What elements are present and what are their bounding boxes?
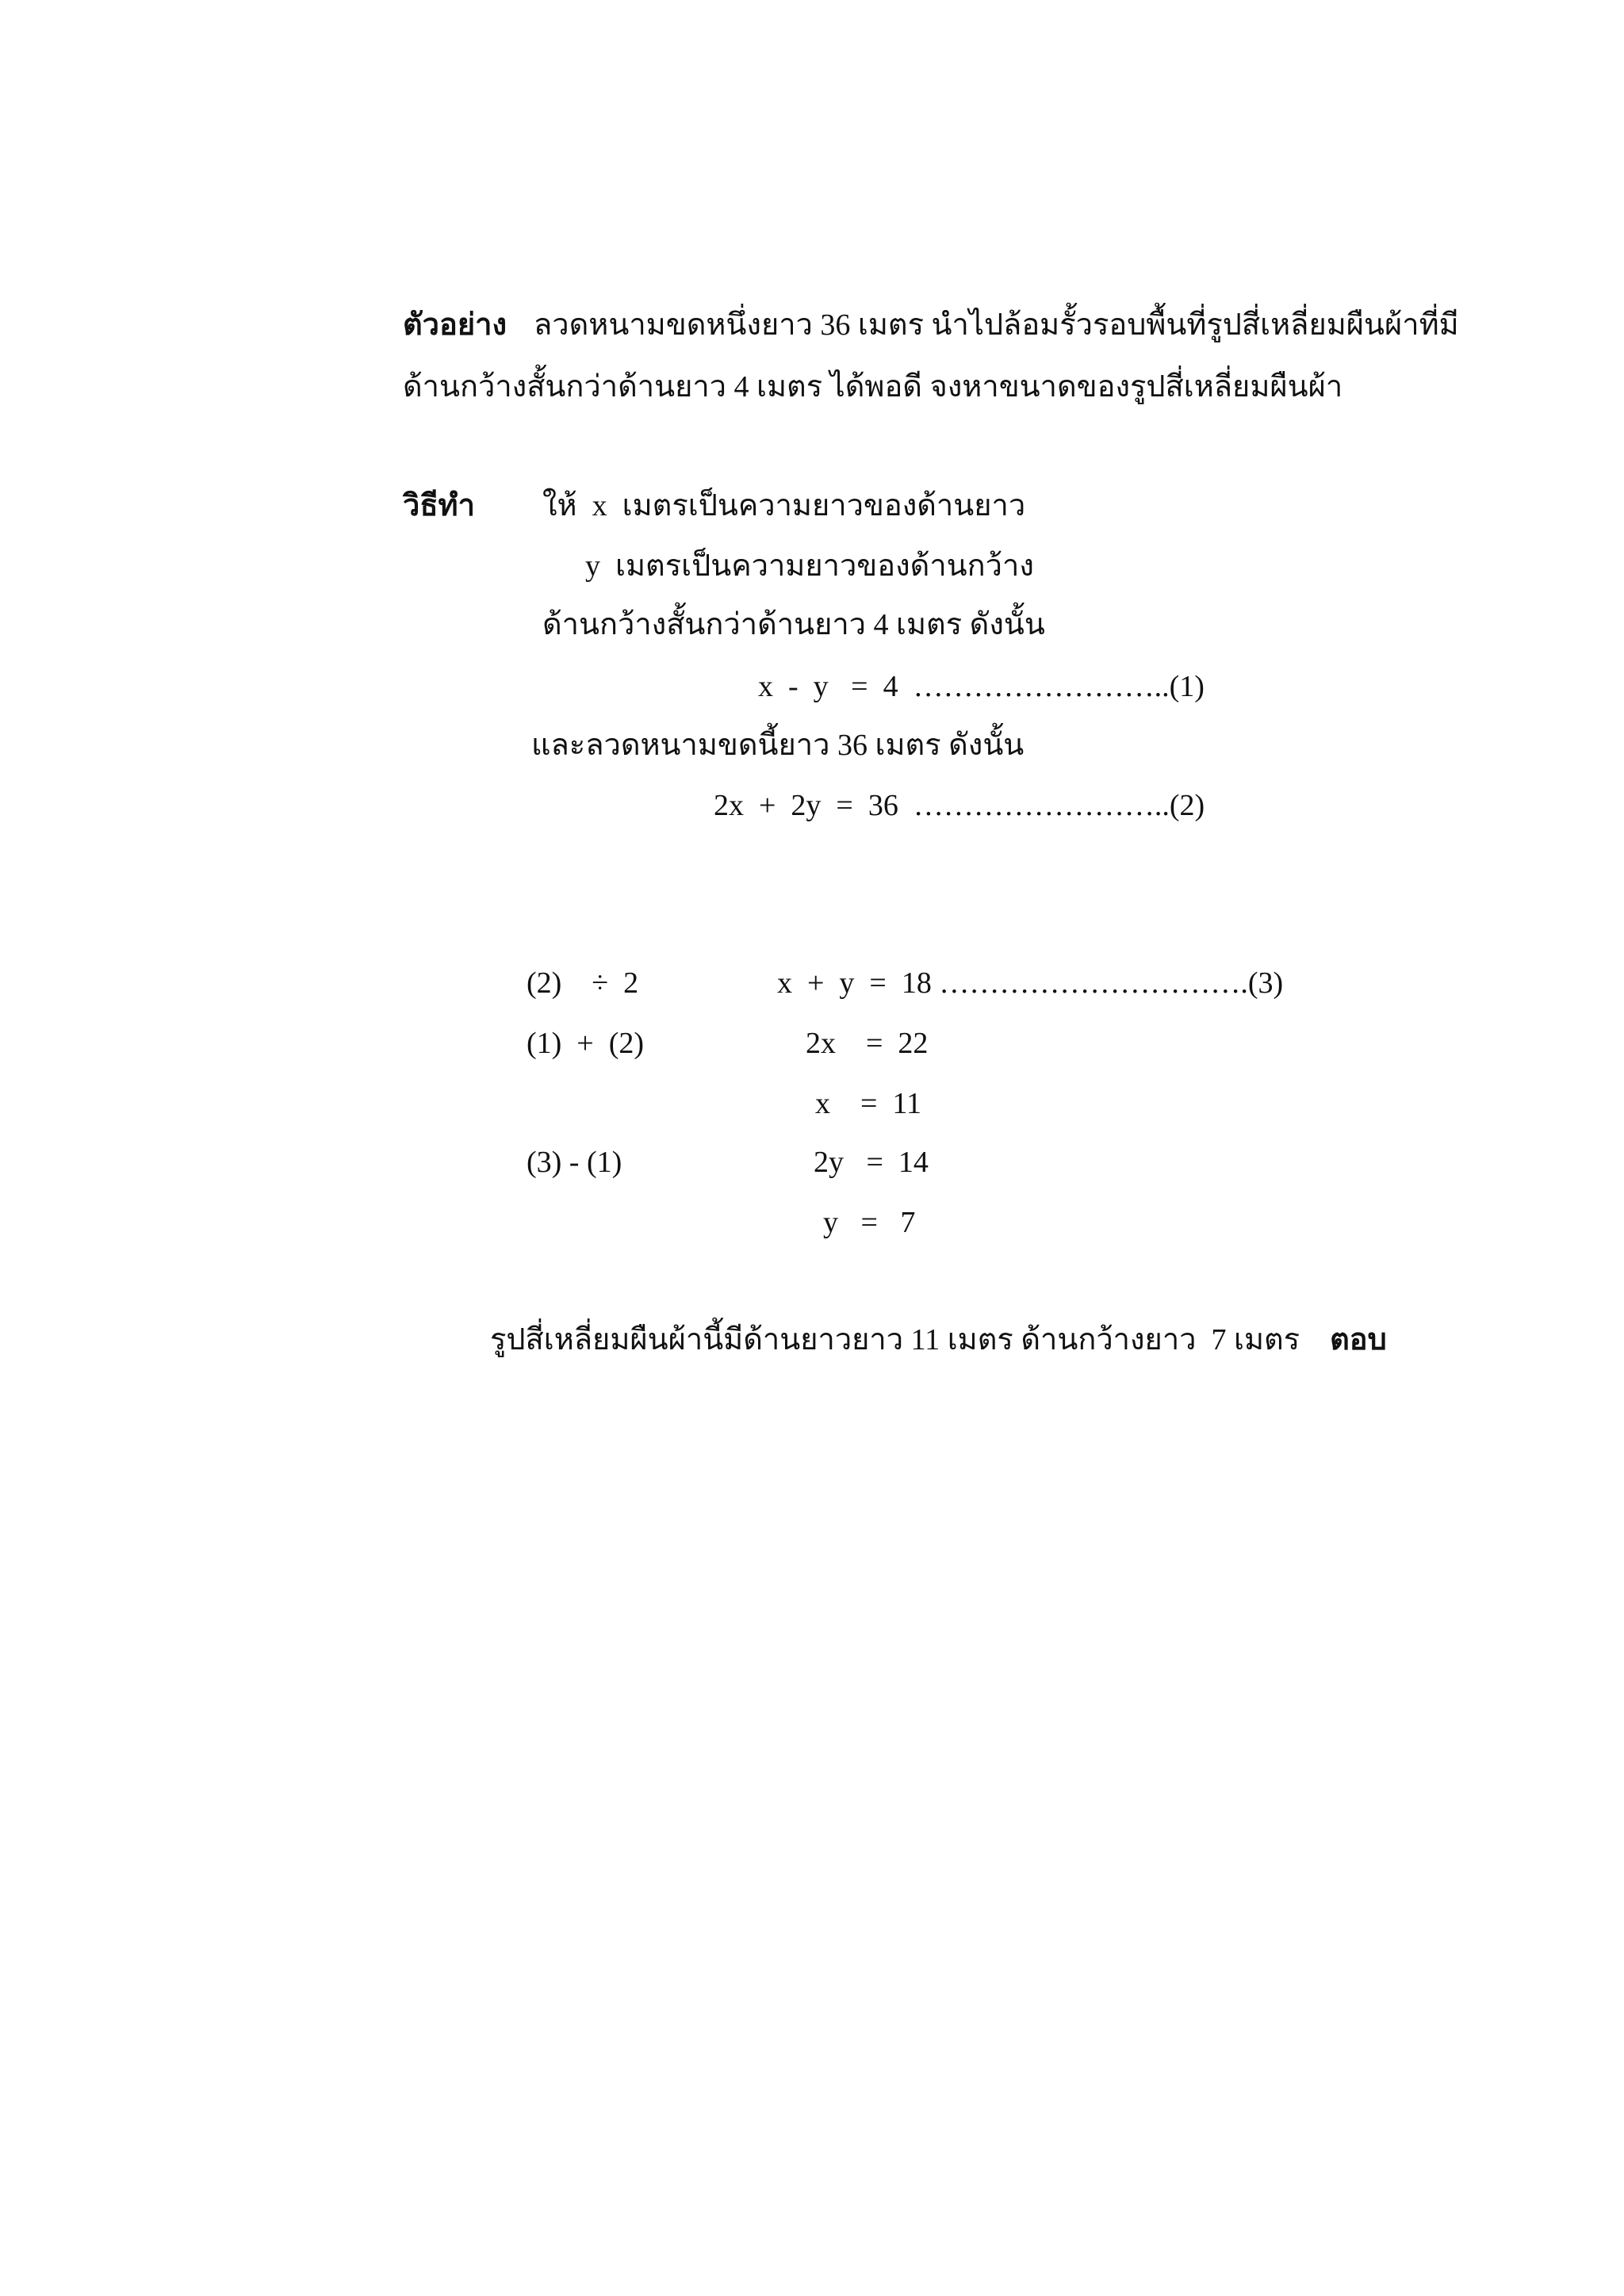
example-label: ตัวอย่าง [403, 308, 507, 342]
let-x-statement: ให้ x เมตรเป็นความยาวของด้านยาว [542, 489, 1026, 522]
method-label: วิธีทำ [403, 489, 475, 522]
step-eq-2: 2x = 22 [806, 1027, 929, 1060]
step-eq-1: x + y = 18 ………………………….(3) [777, 966, 1284, 1000]
step-op-1: (2) ÷ 2 [527, 966, 639, 1000]
step-eq-4: 2y = 14 [814, 1146, 929, 1179]
example-line-1 [403, 306, 1459, 344]
statement-1: ด้านกว้างสั้นกว่าด้านยาว 4 เมตร ดังนั้น [542, 608, 1045, 641]
answer-label: ตอบ [1330, 1323, 1387, 1357]
example-line-2: ด้านกว้างสั้นกว่าด้านยาว 4 เมตร ได้พอดี จงหาขนาดของรูปสี่เหลี่ยมผืนผ้า [403, 370, 1343, 404]
example-text-1: ลวดหนามขดหนึ่งยาว 36 เมตร นำไปล้อมรั้วรอบพื้นที่รูปสี่เหลี่ยมผืนผ้าที่มี [534, 308, 1459, 342]
step-eq-5: y = 7 [823, 1206, 916, 1239]
conclusion-line [490, 1321, 1387, 1359]
equation-2: 2x + 2y = 36 ……………………..(2) [714, 789, 1205, 822]
statement-2: และลวดหนามขดนี้ยาว 36 เมตร ดังนั้น [531, 729, 1025, 762]
conclusion-text: รูปสี่เหลี่ยมผืนผ้านี้มีด้านยาวยาว 11 เมตร ด้านกว้างยาว 7 เมตร [490, 1323, 1300, 1357]
equation-1: x - y = 4 ……………………..(1) [758, 670, 1205, 703]
let-y-statement: y เมตรเป็นความยาวของด้านกว้าง [585, 549, 1034, 583]
step-eq-3: x = 11 [815, 1087, 922, 1120]
step-op-4: (3) - (1) [527, 1146, 622, 1179]
step-op-2: (1) + (2) [527, 1027, 645, 1060]
